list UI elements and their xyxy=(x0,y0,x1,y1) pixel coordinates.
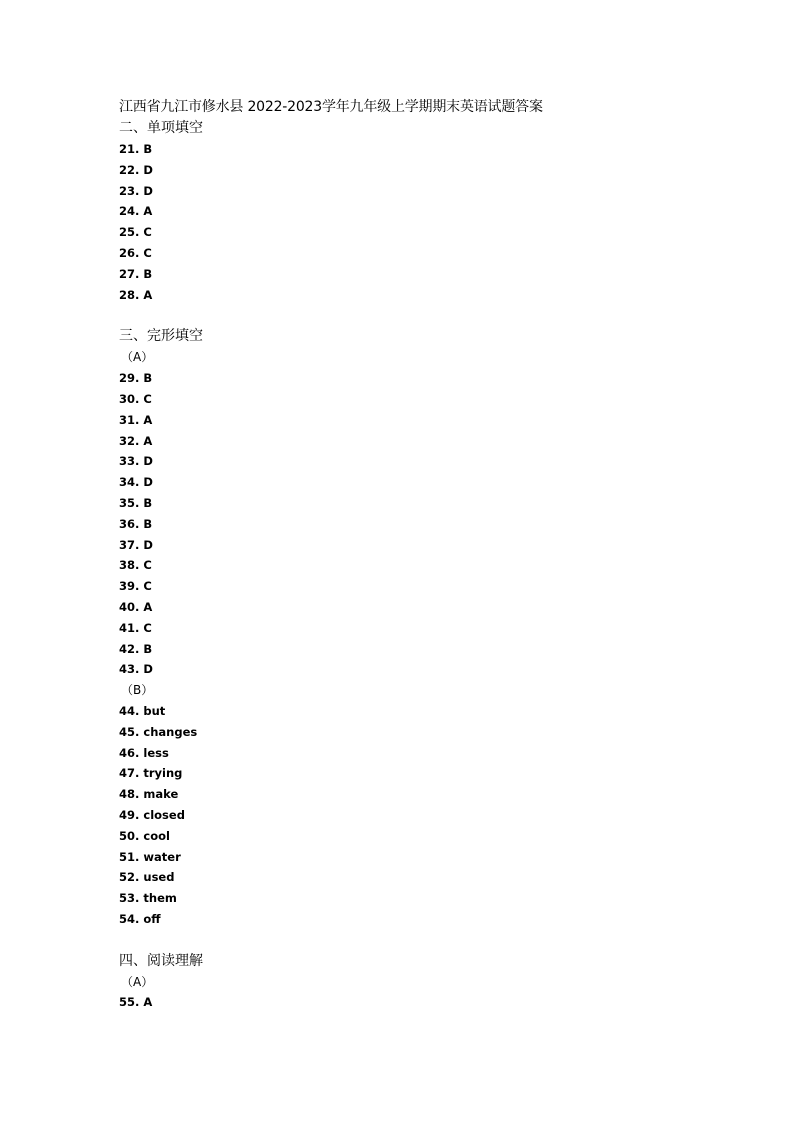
answer-value: A xyxy=(143,995,153,1010)
question-number: 54. xyxy=(119,911,140,926)
question-number: 34. xyxy=(119,475,140,490)
answer-line xyxy=(119,368,679,389)
question-number: 37. xyxy=(119,537,140,552)
section-spacer xyxy=(119,305,679,326)
answer-line xyxy=(119,576,679,597)
question-number: 49. xyxy=(119,807,140,822)
answer-line xyxy=(119,888,679,909)
answer-line xyxy=(119,243,679,264)
answer-value: B xyxy=(143,495,153,510)
question-number: 50. xyxy=(119,828,140,843)
answer-line xyxy=(119,992,679,1013)
question-number: 48. xyxy=(119,787,140,802)
answer-value: trying xyxy=(143,766,183,781)
answer-value: C xyxy=(143,225,152,240)
question-number: 45. xyxy=(119,724,140,739)
answer-value: A xyxy=(143,204,153,219)
answer-line xyxy=(119,867,679,888)
answer-value: off xyxy=(143,911,161,926)
answer-line xyxy=(119,201,679,222)
question-number: 22. xyxy=(119,162,140,177)
answer-value: make xyxy=(143,787,179,802)
answer-line xyxy=(119,701,679,722)
section-heading: 四、阅读理解 xyxy=(119,952,203,969)
answer-line xyxy=(119,451,679,472)
passage-label: （A） xyxy=(121,350,154,365)
answer-line xyxy=(119,805,679,826)
question-number: 25. xyxy=(119,225,140,240)
answer-line xyxy=(119,222,679,243)
answer-value: D xyxy=(143,183,153,198)
question-number: 30. xyxy=(119,391,140,406)
question-number: 27. xyxy=(119,266,140,281)
question-number: 46. xyxy=(119,745,140,760)
question-number: 38. xyxy=(119,558,140,573)
question-number: 43. xyxy=(119,662,140,677)
section-heading: 二、单项填空 xyxy=(119,120,203,136)
answer-value: closed xyxy=(143,807,185,822)
section-spacer xyxy=(119,930,679,951)
answer-line xyxy=(119,743,679,764)
answer-line xyxy=(119,431,679,452)
answer-value: B xyxy=(143,371,153,386)
answer-value: A xyxy=(143,599,153,614)
answer-line xyxy=(119,160,679,181)
answer-line xyxy=(119,493,679,514)
question-number: 23. xyxy=(119,183,140,198)
question-number: 53. xyxy=(119,891,140,906)
answer-value: D xyxy=(143,475,153,490)
answer-value: used xyxy=(143,870,175,885)
question-number: 29. xyxy=(119,371,140,386)
answer-value: C xyxy=(143,558,152,573)
question-number: 51. xyxy=(119,849,140,864)
answer-value: cool xyxy=(143,828,170,843)
question-number: 31. xyxy=(119,412,140,427)
answer-key-content xyxy=(119,97,679,1013)
answer-line xyxy=(119,659,679,680)
passage-label: （B） xyxy=(121,683,154,698)
answer-line xyxy=(119,472,679,493)
question-number: 55. xyxy=(119,995,140,1010)
answer-line xyxy=(119,410,679,431)
question-number: 24. xyxy=(119,204,140,219)
answer-line xyxy=(119,847,679,868)
answer-line xyxy=(119,639,679,660)
question-number: 33. xyxy=(119,454,140,469)
answer-line xyxy=(119,181,679,202)
question-number: 26. xyxy=(119,245,140,260)
answer-value: C xyxy=(143,579,152,594)
answer-value: D xyxy=(143,537,153,552)
answer-line xyxy=(119,535,679,556)
document-title: 江西省九江市修水县 2022-2023学年九年级上学期期末英语试题答案 xyxy=(119,99,543,115)
question-number: 39. xyxy=(119,579,140,594)
answer-line xyxy=(119,909,679,930)
answer-value: A xyxy=(143,433,153,448)
answer-value: changes xyxy=(143,724,198,739)
answer-value: them xyxy=(143,891,177,906)
answer-value: B xyxy=(143,516,153,531)
question-number: 21. xyxy=(119,142,140,156)
answer-line xyxy=(119,722,679,743)
question-number: 32. xyxy=(119,433,140,448)
answer-value: C xyxy=(143,391,152,406)
answer-line xyxy=(119,389,679,410)
answer-line xyxy=(119,264,679,285)
answer-value: water xyxy=(143,849,181,864)
answer-line xyxy=(119,514,679,535)
answer-value: B xyxy=(143,142,153,156)
question-number: 35. xyxy=(119,495,140,510)
question-number: 28. xyxy=(119,287,140,302)
answer-value: D xyxy=(143,662,153,677)
question-number: 47. xyxy=(119,766,140,781)
answer-line xyxy=(119,285,679,306)
answer-line xyxy=(119,139,679,160)
question-number: 41. xyxy=(119,620,140,635)
question-number: 40. xyxy=(119,599,140,614)
answer-value: A xyxy=(143,287,153,302)
question-number: 52. xyxy=(119,870,140,885)
answer-line xyxy=(119,597,679,618)
answer-value: D xyxy=(143,454,153,469)
answer-value: D xyxy=(143,162,153,177)
answer-value: C xyxy=(143,620,152,635)
question-number: 44. xyxy=(119,703,140,718)
answer-line xyxy=(119,555,679,576)
answer-value: C xyxy=(143,245,152,260)
passage-label: （A） xyxy=(121,974,154,989)
answer-line xyxy=(119,618,679,639)
answer-value: less xyxy=(143,745,169,760)
answer-line xyxy=(119,784,679,805)
answer-value: B xyxy=(143,641,153,656)
section-heading: 三、完形填空 xyxy=(119,328,203,345)
answer-line xyxy=(119,763,679,784)
answer-line xyxy=(119,826,679,847)
answer-value: B xyxy=(143,266,153,281)
answer-value: but xyxy=(143,703,166,718)
question-number: 42. xyxy=(119,641,140,656)
question-number: 36. xyxy=(119,516,140,531)
answer-value: A xyxy=(143,412,153,427)
